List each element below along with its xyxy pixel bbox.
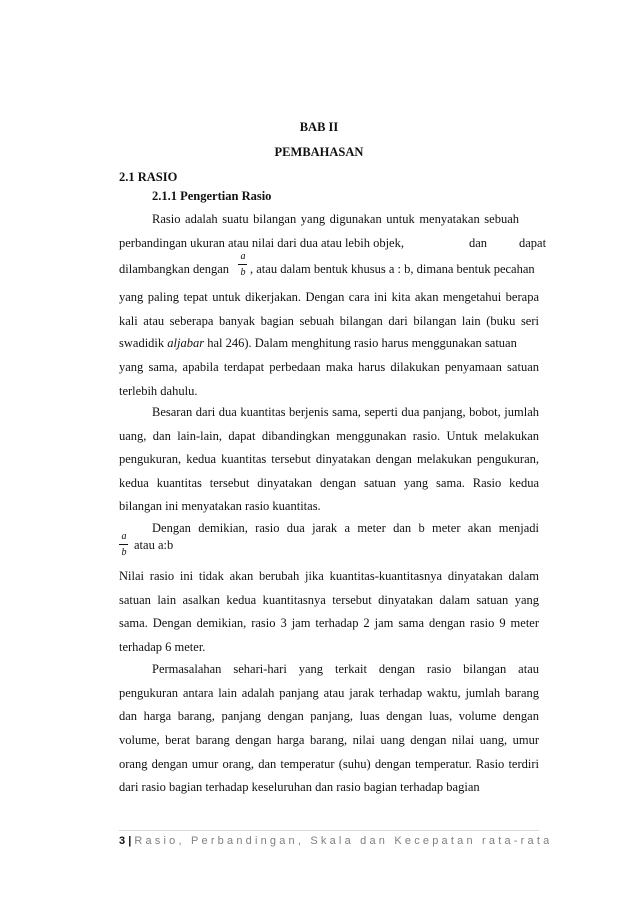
chapter-label: BAB II xyxy=(299,120,339,134)
subsection-heading: 2.1.1 Pengertian Rasio xyxy=(152,189,272,203)
paragraph-2-line-3: pengukuran, kedua kuantitas tersebut dinyatakan dengan melakukan pengukuran, xyxy=(119,452,539,466)
paragraph-3-line-4: satuan lain asalkan kedua kuantitasnya tersebut dinyatakan dalam satuan yang xyxy=(119,593,539,607)
fraction-2-denominator: b xyxy=(121,547,127,558)
paragraph-1-line-2-c: dapat xyxy=(519,236,547,250)
paragraph-1-line-3-pre: dilambangkan dengan xyxy=(119,262,230,276)
paragraph-1-line-2-b: dan xyxy=(469,236,488,250)
footer xyxy=(119,835,552,847)
paragraph-4-line-2: pengukuran antara lain adalah panjang atau jarak terhadap waktu, jumlah barang xyxy=(119,686,539,700)
paragraph-4-line-3: dan harga barang, panjang dengan panjang, luas dengan luas, volume dengan xyxy=(119,709,539,723)
paragraph-1-line-2 xyxy=(119,236,547,251)
paragraph-1-line-4: yang paling tepat untuk dikerjakan. Dengan cara ini kita akan mengetahui berapa xyxy=(119,290,539,304)
fraction-1-denominator: b xyxy=(240,267,246,278)
section-heading: 2.1 RASIO xyxy=(119,170,178,184)
paragraph-4-line-4: volume, berat barang dengan harga barang, nilai uang dengan nilai uang, umur xyxy=(119,733,539,747)
fraction-2-bar xyxy=(119,544,128,545)
paragraph-3-line-2: atau a:b xyxy=(134,538,174,552)
chapter-title: PEMBAHASAN xyxy=(274,145,364,159)
paragraph-1-line-5: kali atau seberapa banyak bagian sebuah bilangan dari bilangan lain (buku seri xyxy=(119,314,539,328)
paragraph-3-line-1: Dengan demikian, rasio dua jarak a meter dan b meter akan menjadi xyxy=(152,521,539,535)
paragraph-1-line-8: terlebih dahulu. xyxy=(119,384,198,398)
paragraph-1-line-2-a: perbandingan ukuran atau nilai dari dua atau lebih objek, xyxy=(119,236,404,250)
paragraph-1-line-7: yang sama, apabila terdapat perbedaan maka harus dilakukan penyamaan satuan xyxy=(119,360,539,374)
fraction-2-numerator: a xyxy=(121,531,127,542)
paragraph-2-line-2: uang, dan lain-lain, dapat dibandingkan menggunakan rasio. Untuk melakukan xyxy=(119,429,539,443)
footer-text: Rasio, Perbandingan, Skala dan Kecepatan rata-rata xyxy=(134,835,553,847)
page-number: 3 xyxy=(119,835,126,847)
paragraph-1-line-6-pre: swadidik xyxy=(119,336,165,350)
paragraph-4-line-5: orang dengan umur orang, dan temperatur (suhu) dengan temperatur. Rasio terdiri xyxy=(119,757,539,771)
paragraph-1-line-1: Rasio adalah suatu bilangan yang digunakan untuk menyatakan sebuah xyxy=(152,212,519,226)
paragraph-3-line-3: Nilai rasio ini tidak akan berubah jika kuantitas-kuantitasnya dinyatakan dalam xyxy=(119,569,539,583)
footer-rule xyxy=(119,830,539,831)
fraction-1-numerator: a xyxy=(240,251,246,262)
paragraph-1-line-6-em: aljabar xyxy=(167,336,205,350)
paragraph-1-line-6 xyxy=(119,336,539,351)
paragraph-2-line-4: kedua kuantitas tersebut dinyatakan dengan satuan yang sama. Rasio kedua xyxy=(119,476,539,490)
paragraph-1-line-6-post: hal 246). Dalam menghitung rasio harus menggunakan satuan xyxy=(207,336,517,350)
paragraph-3-line-6: terhadap 6 meter. xyxy=(119,640,206,654)
paragraph-3-line-5: sama. Dengan demikian, rasio 3 jam terhadap 2 jam sama dengan rasio 9 meter xyxy=(119,616,539,630)
paragraph-4-line-6: dari rasio bagian terhadap keseluruhan dan rasio bagian terhadap bagian xyxy=(119,780,480,794)
paragraph-2-line-5: bilangan ini menyatakan rasio kuantitas. xyxy=(119,499,321,513)
paragraph-4-line-1: Permasalahan sehari-hari yang terkait dengan rasio bilangan atau xyxy=(152,662,539,676)
paragraph-2-line-1: Besaran dari dua kuantitas berjenis sama, seperti dua panjang, bobot, jumlah xyxy=(152,405,539,419)
paragraph-1-line-3-post: , atau dalam bentuk khusus a : b, dimana bentuk pecahan xyxy=(250,262,535,276)
footer-separator: | xyxy=(128,835,132,847)
fraction-1-bar xyxy=(238,264,247,265)
